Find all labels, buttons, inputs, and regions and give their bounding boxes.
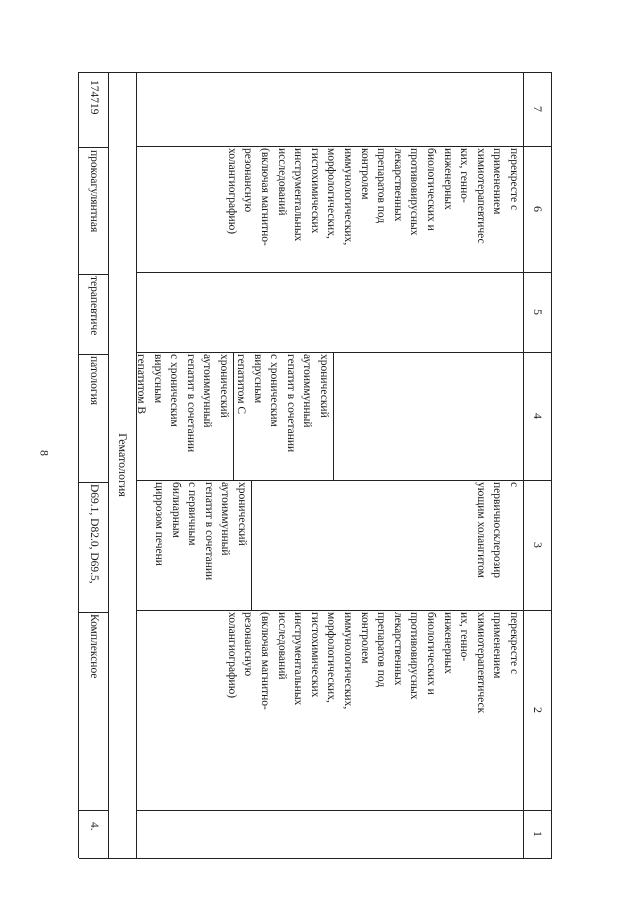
col-divider-2-1 — [137, 810, 552, 811]
row4-divider-d — [79, 482, 109, 483]
row4-treatment-type: терапевтиче — [88, 276, 100, 336]
row4-divider-f — [79, 810, 109, 811]
table-border-left — [79, 72, 552, 73]
rotated-table — [79, 72, 552, 858]
col-divider-3-2 — [137, 610, 552, 611]
table-border-bottom — [78, 72, 79, 858]
col-header-7: 7 — [531, 106, 545, 112]
table-border-right — [79, 858, 552, 859]
row4-divider-b — [79, 274, 109, 275]
col-header-4: 4 — [531, 413, 545, 419]
col4-item-divider — [251, 480, 252, 610]
row4-name: Комплексное — [88, 614, 100, 679]
col-divider-5-4 — [137, 352, 552, 353]
col-header-3: 3 — [531, 542, 545, 548]
row4-divider-e — [79, 612, 109, 613]
section-divider-bottom — [108, 72, 109, 858]
cell-col6: перекресте с применением химиотерапевтичес ких, генно- инженерных биологических и противовирусных лекарственных препаратов под контролем иммунологических, морфологических, гистохимических инструментальных исследований (включая магнитно- резонансную холангиографию) — [225, 148, 520, 246]
cell-col4-item: хронический аутоиммунный гепатит в сочетании с хроническим вирусным гепатитом С — [235, 354, 330, 453]
col-divider-4-3 — [137, 480, 552, 481]
col-header-6: 6 — [531, 206, 545, 212]
section-divider-top — [136, 72, 137, 858]
cell-col4-item: хронический аутоиммунный гепатит в сочетании с первичным билиарным циррозом печени — [153, 482, 248, 581]
page-number: 8 — [37, 450, 52, 456]
cell-col4-item: хронический аутоиммунный гепатит в сочетании с хроническим вирусным гепатитом В — [135, 354, 230, 453]
col-header-2: 2 — [531, 707, 545, 713]
col4-item-divider — [333, 352, 334, 480]
row4-cost: 174719 — [88, 80, 100, 115]
row4-patient-model: патология — [88, 356, 100, 406]
row4-number: 4. — [88, 822, 100, 831]
row4-codes: D69.1, D82.0, D69.5, — [88, 484, 100, 584]
col-header-5: 5 — [531, 309, 545, 315]
section-title: Гематология — [116, 433, 130, 497]
cell-col4-item: с первичносклерозир ующим холангитом — [474, 482, 520, 579]
row4-divider-c — [79, 354, 109, 355]
col-header-1: 1 — [531, 831, 545, 837]
row4-divider-a — [79, 147, 109, 148]
col-divider-6-5 — [137, 272, 552, 273]
cell-col2: перекресте с применением химиотерапевтическ их, генно- инженерных биологических и противовирусных лекарственных препаратов под контролем иммунологических, морфологических, гистохимических инструментальных исследований (включая магнитно- резонансную холангиографию) — [225, 612, 520, 714]
col-divider-7-6 — [137, 146, 552, 147]
row4-method: прокоагулянтная — [88, 150, 100, 233]
